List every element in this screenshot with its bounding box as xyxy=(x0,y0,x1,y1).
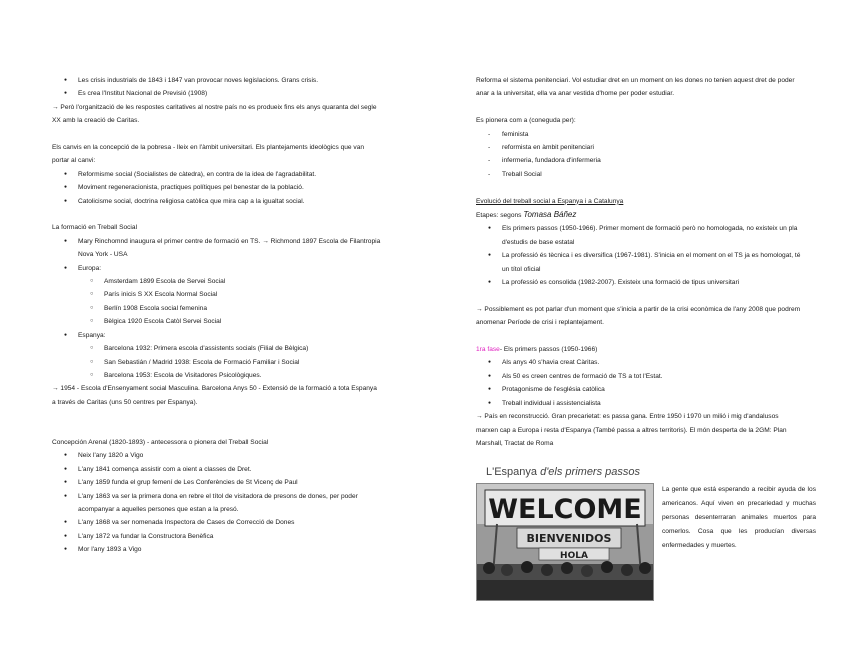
section-heading: La formació en Treball Social xyxy=(52,224,138,232)
fase-heading-line xyxy=(476,343,802,356)
paragraph: → País en reconstrucció. Gran precarietat: es passa gana. Entre 1950 i 1970 un milió i mig d'andalusos marxen cap a Europa i resta d'Espanya (També passa a altres territoris). El món desperta de la 2GM: Plan Marshall, Tractat de Roma xyxy=(476,413,787,447)
pionera-list xyxy=(476,128,802,182)
banner-bienvenidos-text: BIENVENIDOS xyxy=(526,532,612,545)
photo-image xyxy=(477,484,653,600)
welcome-photo xyxy=(476,483,654,601)
section-heading: Concepción Arenal (1820-1893) - antecessora o pionera del Treball Social xyxy=(52,438,269,446)
photo-block xyxy=(476,466,816,606)
list-item: ● Moviment regeneracionista, practiques polítiques pel benestar de la població. xyxy=(52,181,382,194)
paragraph: Reforma el sistema penitenciari. Vol estudiar dret en un moment on les dones no tenien aquest dret de poder anar a la universitat, ella va anar vestida d'home per poder estudiar. xyxy=(476,77,795,98)
banner-welcome-text: WELCOME xyxy=(488,494,642,525)
paragraph: → Però l'organització de les respostes caritatives al nostre país no es produeix fins els anys quaranta del segle XX amb la creació de Caritas. xyxy=(52,103,377,125)
sub-list-item: ○ Bèlgica 1920 Escola Catòl Servei Social xyxy=(52,315,382,328)
list-item: ● Als 50 es creen centres de formació de TS a tot l'Estat. xyxy=(476,370,802,383)
arenal-list xyxy=(52,449,382,556)
list-item: ● La professió es consolida (1982-2007). Existeix una formació de tipus universitari xyxy=(476,276,802,289)
list-item: - feminista xyxy=(476,128,802,141)
banner-hola-text: HOLA xyxy=(560,551,588,561)
sub-list-item: ○ Barcelona 1932: Primera escola d'assistents socials (Filial de Bèlgica) xyxy=(52,342,382,355)
list-item: ● Espanya: xyxy=(52,329,382,342)
list-item: ● Mor l'any 1893 a Vigo xyxy=(52,543,382,556)
etapes-line xyxy=(476,208,802,222)
sub-list-item: ○ Barcelona 1953: Escola de Visitadores Psicològiques. xyxy=(52,369,382,382)
etapes-author: Tomasa Báñez xyxy=(523,210,577,220)
list-item: ● Neix l'any 1820 a Vigo xyxy=(52,449,382,462)
list-item: ● L'any 1868 va ser nomenada Inspectora de Cases de Correcció de Dones xyxy=(52,516,382,529)
sub-list-item: ○ Amsterdam 1899 Escola de Servei Social xyxy=(52,275,382,288)
photo-title xyxy=(486,466,640,478)
list-item: ● Mary Rinchomnd inaugura el primer centre de formació en TS. → Richmond 1897 Escola de Filantropia Nova York - USA xyxy=(52,235,382,262)
sub-list-item: ○ San Sebastián / Madrid 1938: Escola de Formació Familiar i Social xyxy=(52,356,382,369)
paragraph: → Possiblement es pot parlar d'un moment que s'inicia a partir de la crisi econòmica de l'any 2008 que podrem anomenar Període de crisi i replantejament. xyxy=(476,305,801,327)
photo-title-plain: L'Espanya xyxy=(486,466,538,478)
list-item: ● Treball individual i assistencialista xyxy=(476,397,802,410)
etapes-label: Etapes: segons xyxy=(476,212,522,220)
list-item: ● Les crisis industrials de 1843 i 1847 van provocar noves legislacions. Grans crisis. xyxy=(52,74,382,87)
left-column xyxy=(52,74,382,557)
list-item: - reformista en àmbit penitenciari xyxy=(476,141,802,154)
list-item: ● L'any 1872 va fundar la Constructora Benèfica xyxy=(52,530,382,543)
list-item: ● Reformisme social (Socialistes de càtedra), en contra de la idea de l'agradabilitat. xyxy=(52,168,382,181)
photo-caption: La gente que está esperando a recibir ayuda de los americanos. Aquí viven en precariedad y muchas personas desenterraran animales muertos para comerlos. Cosa que les producían diversas enfermedades y muertes. xyxy=(662,486,816,549)
list-item: ● L'any 1841 comença assistir com a oient a classes de Dret. xyxy=(52,463,382,476)
list-item: ● L'any 1859 funda el grup femení de Les Conferències de St Vicenç de Paul xyxy=(52,476,382,489)
list-item: ● Catolicisme social, doctrina religiosa catòlica que mira cap a la igualtat social. xyxy=(52,195,382,208)
fase-label: 1ra fase xyxy=(476,346,500,354)
ideology-list xyxy=(52,168,382,208)
list-item: ● Els primers passos (1950-1966). Primer moment de formació però no homologada, no existeix un pla d'estudis de base estatal xyxy=(476,222,802,249)
list-item: ● Es crea l'Institut Nacional de Previsió (1908) xyxy=(52,87,382,100)
top-bullet-list xyxy=(52,74,382,101)
paragraph: Es pionera com a (coneguda per): xyxy=(476,117,576,125)
section-heading: Evolució del treball social a Espanya i a Catalunya xyxy=(476,197,624,205)
list-item: - Treball Social xyxy=(476,168,802,181)
formacio-list xyxy=(52,235,382,382)
right-column xyxy=(476,74,802,450)
list-item: - infermeria, fundadora d'infermeria xyxy=(476,154,802,167)
fase-heading: - Els primers passos (1950-1966) xyxy=(499,346,598,354)
list-item: ● Als anys 40 s'havia creat Càritas. xyxy=(476,356,802,369)
list-item: ● L'any 1863 va ser la primera dona en rebre el títol de visitadora de presons de dones, per poder acompanyar a aquelles persones que estan a la presó. xyxy=(52,490,382,517)
list-item: ● Europa: xyxy=(52,262,382,275)
fase-list xyxy=(476,356,802,410)
list-item: ● La professió és tècnica i es diversifica (1967-1981). S'inicia en el moment on el TS ja es homologat, té un títol oficial xyxy=(476,249,802,276)
list-item: ● Protagonisme de l'església catòlica xyxy=(476,383,802,396)
etapes-list xyxy=(476,222,802,289)
sub-list-item: ○ Berlín 1908 Escola social femenina xyxy=(52,302,382,315)
sub-list-item: ○ París inicis S XX Escola Normal Social xyxy=(52,288,382,301)
paragraph: Els canvis en la concepció de la pobresa - lleix en l'àmbit universitari. Els plantejaments ideològics que van portar al canvi: xyxy=(52,144,365,165)
paragraph: → 1954 - Escola d'Ensenyament social Masculina. Barcelona Anys 50 - Extensió de la formació a tota Espanya a través de Caritas (uns 50 centres per Espanya). xyxy=(52,385,377,406)
photo-title-italic: d'els primers passos xyxy=(540,466,641,478)
